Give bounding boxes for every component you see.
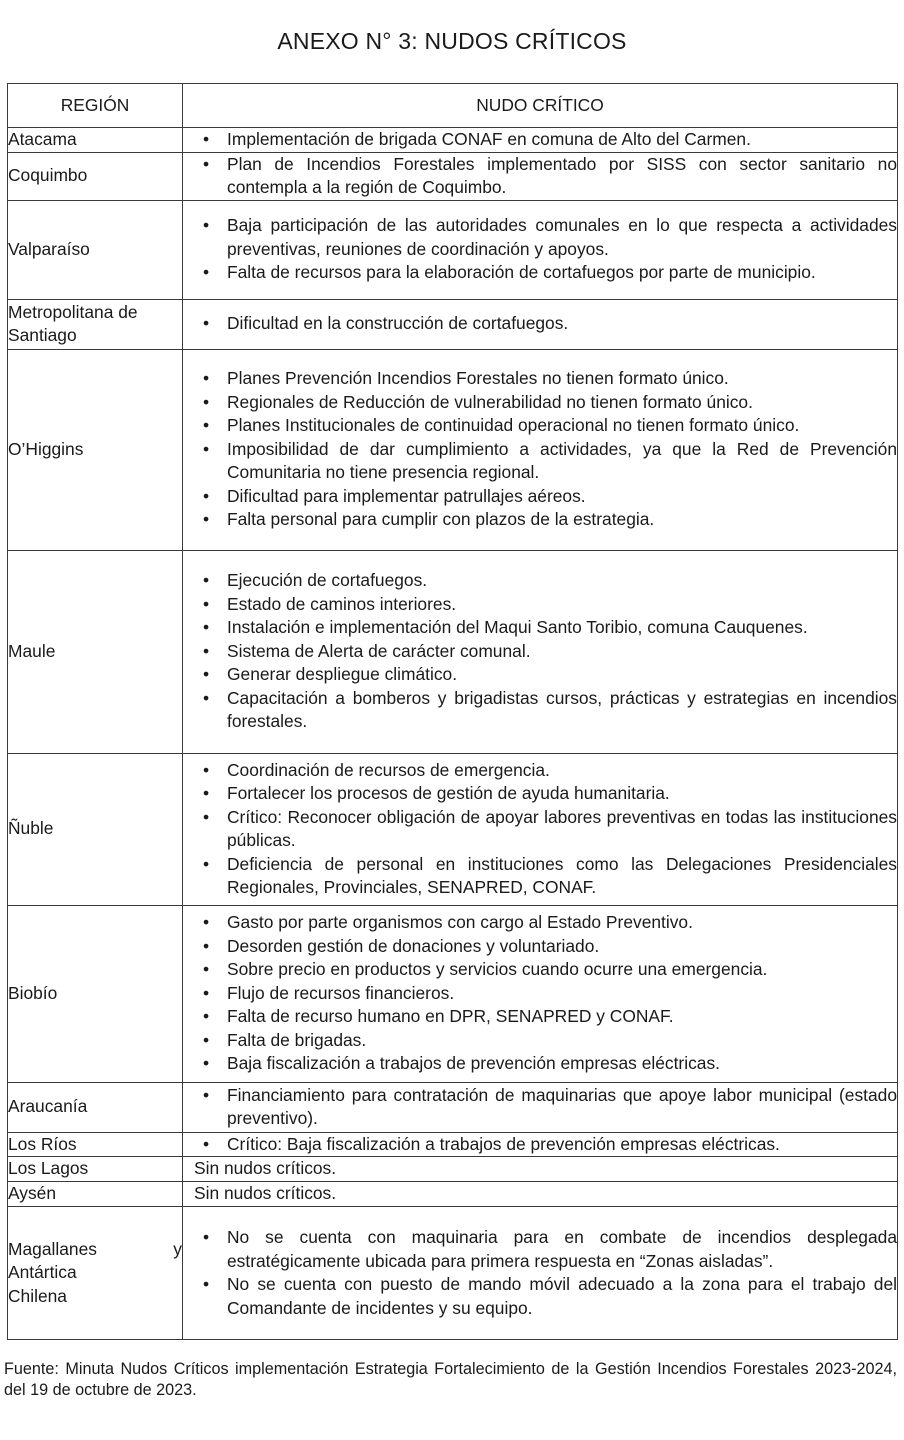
- table-row: [8, 152, 898, 200]
- table-row: [8, 200, 898, 299]
- critical-node-cell: [183, 1082, 898, 1132]
- critical-node-text: Sobre precio en productos y servicios cuando ocurre una emergencia.: [227, 959, 768, 980]
- bullet-icon: •: [202, 783, 210, 803]
- critical-node-list: [183, 1084, 897, 1131]
- critical-node-cell: [183, 1207, 898, 1340]
- table-row: [8, 1157, 898, 1182]
- critical-node-list: [183, 367, 897, 532]
- critical-node-text: Deficiencia de personal en instituciones como las Delegaciones Presidenciales Regionales, Provinciales, SENAPRED, CONAF.: [227, 853, 897, 897]
- region-name: Ñuble: [8, 818, 54, 839]
- bullet-icon: •: [202, 485, 210, 506]
- bullet-icon: •: [202, 368, 210, 389]
- list-item: [183, 616, 897, 640]
- bullet-icon: •: [202, 640, 210, 661]
- list-item: [183, 485, 897, 509]
- critical-node-cell: [183, 128, 898, 153]
- source-note: Fuente: Minuta Nudos Críticos implementación Estrategia Fortalecimiento de la Gestión Incendios Forestales 2023-2024, del 19 de octubre de 2023.: [4, 1360, 897, 1399]
- critical-node-cell: [183, 1157, 898, 1182]
- bullet-icon: •: [202, 415, 210, 436]
- critical-node-text: Plan de Incendios Forestales implementado por SISS con sector sanitario no contempla a la región de Coquimbo.: [227, 153, 897, 197]
- region-cell: [8, 1082, 183, 1132]
- table-row: [8, 1082, 898, 1132]
- table-row: [8, 1132, 898, 1157]
- critical-node-text: Falta de recursos para la elaboración de cortafuegos por parte de municipio.: [227, 262, 816, 283]
- table-row: [8, 753, 898, 905]
- list-item: [183, 508, 897, 532]
- list-item: [183, 1029, 897, 1053]
- list-item: [183, 687, 897, 734]
- critical-node-cell: [183, 1132, 898, 1157]
- list-item: [183, 1273, 897, 1320]
- table-row: [8, 550, 898, 753]
- critical-node-text: Implementación de brigada CONAF en comuna de Alto del Carmen.: [227, 129, 751, 149]
- list-item: [183, 261, 897, 285]
- region-name-line: [8, 1238, 182, 1262]
- critical-node-cell: [183, 299, 898, 349]
- region-name: Atacama: [8, 129, 77, 149]
- bullet-icon: •: [202, 509, 210, 530]
- region-name: Aysén: [8, 1183, 57, 1204]
- region-name: Los Ríos: [8, 1133, 77, 1154]
- critical-node-text: Dificultad para implementar patrullajes aéreos.: [227, 485, 586, 506]
- bullet-icon: •: [202, 570, 210, 591]
- critical-node-cell: [183, 1182, 898, 1207]
- bullet-icon: •: [202, 912, 210, 933]
- critical-node-text: Estado de caminos interiores.: [227, 593, 457, 614]
- bullet-icon: •: [202, 593, 210, 614]
- bullet-icon: •: [202, 391, 210, 412]
- list-item: [183, 958, 897, 982]
- list-item: [183, 1226, 897, 1273]
- critical-node-list: [183, 569, 897, 734]
- list-item: [183, 853, 897, 900]
- region-cell: [8, 1182, 183, 1207]
- region-name-line: Metropolitana de: [8, 301, 138, 322]
- critical-node-text: Gasto por parte organismos con cargo al Estado Preventivo.: [227, 912, 693, 933]
- critical-node-list: [183, 1133, 897, 1157]
- bullet-icon: •: [202, 153, 210, 174]
- bullet-icon: •: [202, 1227, 210, 1247]
- header-region: REGIÓN: [8, 84, 183, 128]
- critical-node-text: Instalación e implementación del Maqui Santo Toribio, comuna Cauquenes.: [227, 617, 808, 638]
- region-cell: [8, 299, 183, 349]
- bullet-icon: •: [202, 687, 210, 708]
- bullet-icon: •: [202, 759, 210, 780]
- region-cell: [8, 1207, 183, 1340]
- critical-node-text: Baja participación de las autoridades comunales en lo que respecta a actividades preventivas, reuniones de coordinación y apoyos.: [227, 215, 897, 259]
- region-name: O’Higgins: [8, 438, 84, 459]
- bullet-icon: •: [202, 617, 210, 638]
- region-name: Los Lagos: [8, 1158, 89, 1179]
- critical-node-text: Falta personal para cumplir con plazos de la estrategia.: [227, 509, 655, 530]
- critical-node-text: Planes Prevención Incendios Forestales no tienen formato único.: [227, 368, 729, 389]
- table-row: [8, 128, 898, 153]
- table-header: [8, 84, 898, 128]
- annex-title: ANEXO N° 3: NUDOS CRÍTICOS: [277, 28, 627, 54]
- region-name: Araucanía: [8, 1096, 88, 1117]
- region-name-line: Santiago: [8, 325, 77, 345]
- critical-node-cell: [183, 349, 898, 550]
- critical-node-text: Financiamiento para contratación de maquinarias que apoye labor municipal (estado preventivo).: [227, 1084, 897, 1128]
- critical-node-text: Falta de recurso humano en DPR, SENAPRED y CONAF.: [227, 1006, 674, 1027]
- critical-node-list: [183, 312, 897, 336]
- critical-node-text: Sin nudos críticos.: [194, 1183, 337, 1204]
- table-body: [8, 128, 898, 1340]
- region-cell: [8, 1132, 183, 1157]
- bullet-icon: •: [202, 1133, 210, 1154]
- bullet-icon: •: [202, 1006, 210, 1027]
- critical-nodes-table: [7, 83, 898, 1340]
- region-name-line: Antártica: [8, 1262, 77, 1283]
- critical-node-text: Imposibilidad de dar cumplimiento a actividades, ya que la Red de Prevención Comunitaria no tiene presencia regional.: [227, 438, 897, 483]
- bullet-icon: •: [202, 853, 210, 874]
- header-critical-node: NUDO CRÍTICO: [183, 84, 898, 128]
- critical-node-list: [183, 1226, 897, 1320]
- list-item: [183, 1052, 897, 1076]
- list-item: [183, 214, 897, 261]
- critical-node-text: Dificultad en la construcción de cortafuegos.: [227, 313, 569, 334]
- region-name: Maule: [8, 640, 56, 661]
- list-item: [183, 935, 897, 959]
- region-name-word: Magallanes: [8, 1238, 97, 1259]
- region-cell: [8, 349, 183, 550]
- list-item: [183, 982, 897, 1006]
- critical-node-cell: [183, 905, 898, 1082]
- region-name: Biobío: [8, 982, 58, 1003]
- list-item: [183, 1084, 897, 1131]
- critical-node-text: Ejecución de cortafuegos.: [227, 570, 428, 591]
- critical-node-cell: [183, 152, 898, 200]
- list-item: [183, 782, 897, 806]
- critical-node-text: Capacitación a bomberos y brigadistas cursos, prácticas y estrategias en incendios forestales.: [227, 687, 897, 732]
- list-item: [183, 312, 897, 336]
- list-item: [183, 569, 897, 593]
- list-item: [183, 759, 897, 783]
- bullet-icon: •: [202, 262, 210, 283]
- critical-node-text: Coordinación de recursos de emergencia.: [227, 759, 550, 780]
- list-item: [183, 128, 897, 152]
- critical-node-text: Planes Institucionales de continuidad operacional no tienen formato único.: [227, 415, 800, 436]
- bullet-icon: •: [202, 664, 210, 685]
- critical-node-text: Regionales de Reducción de vulnerabilidad no tienen formato único.: [227, 391, 753, 412]
- list-item: [183, 806, 897, 853]
- critical-node-text: Generar despliegue climático.: [227, 664, 458, 685]
- bullet-icon: •: [202, 935, 210, 956]
- list-item: [183, 391, 897, 415]
- critical-node-text: Sin nudos críticos.: [194, 1158, 337, 1179]
- critical-node-list: [183, 128, 897, 152]
- table-row: [8, 349, 898, 550]
- critical-node-cell: [183, 753, 898, 905]
- bullet-icon: •: [202, 1053, 210, 1074]
- region-name-line: Chilena: [8, 1285, 67, 1306]
- critical-node-text: Fortalecer los procesos de gestión de ayuda humanitaria.: [227, 783, 670, 803]
- list-item: [183, 1005, 897, 1029]
- critical-node-text: Desorden gestión de donaciones y voluntariado.: [227, 935, 600, 956]
- bullet-icon: •: [202, 1274, 210, 1294]
- table-row: [8, 1182, 898, 1207]
- bullet-icon: •: [202, 215, 210, 236]
- critical-node-text: Baja fiscalización a trabajos de prevención empresas eléctricas.: [227, 1053, 720, 1074]
- region-cell: [8, 905, 183, 1082]
- critical-node-cell: [183, 550, 898, 753]
- critical-node-text: Crítico: Baja fiscalización a trabajos de prevención empresas eléctricas.: [227, 1133, 780, 1154]
- region-cell: [8, 1157, 183, 1182]
- list-item: [183, 663, 897, 687]
- table-row: [8, 299, 898, 349]
- critical-node-text: Sistema de Alerta de carácter comunal.: [227, 640, 531, 661]
- bullet-icon: •: [202, 129, 210, 149]
- bullet-icon: •: [202, 959, 210, 980]
- table-row: [8, 1207, 898, 1340]
- list-item: [183, 367, 897, 391]
- list-item: [183, 438, 897, 485]
- list-item: [183, 640, 897, 664]
- region-cell: [8, 550, 183, 753]
- region-name-word: y: [173, 1238, 182, 1259]
- bullet-icon: •: [202, 1084, 210, 1105]
- critical-node-list: [183, 153, 897, 200]
- region-name: Valparaíso: [8, 238, 90, 259]
- critical-node-text: Crítico: Reconocer obligación de apoyar labores preventivas en todas las instituciones públicas.: [227, 806, 897, 850]
- critical-node-text: Flujo de recursos financieros.: [227, 982, 455, 1003]
- region-cell: [8, 152, 183, 200]
- critical-node-text: Falta de brigadas.: [227, 1029, 367, 1050]
- critical-node-cell: [183, 200, 898, 299]
- critical-node-list: [183, 759, 897, 900]
- table-row: [8, 905, 898, 1082]
- critical-node-list: [183, 214, 897, 285]
- region-cell: [8, 128, 183, 153]
- critical-node-list: [183, 911, 897, 1076]
- bullet-icon: •: [202, 982, 210, 1003]
- bullet-icon: •: [202, 1029, 210, 1050]
- bullet-icon: •: [202, 438, 210, 459]
- list-item: [183, 911, 897, 935]
- bullet-icon: •: [202, 313, 210, 334]
- region-cell: [8, 200, 183, 299]
- region-cell: [8, 753, 183, 905]
- list-item: [183, 1133, 897, 1157]
- list-item: [183, 153, 897, 200]
- region-name: Coquimbo: [8, 165, 88, 186]
- critical-node-text: No se cuenta con maquinaria para en combate de incendios desplegada estratégicamente ubicada para primera respuesta en “Zonas aisladas”.: [227, 1227, 897, 1271]
- header-row: [8, 84, 898, 128]
- list-item: [183, 414, 897, 438]
- critical-node-text: No se cuenta con puesto de mando móvil adecuado a la zona para el trabajo del Comandante de incidentes y su equipo.: [227, 1274, 897, 1318]
- bullet-icon: •: [202, 806, 210, 827]
- list-item: [183, 593, 897, 617]
